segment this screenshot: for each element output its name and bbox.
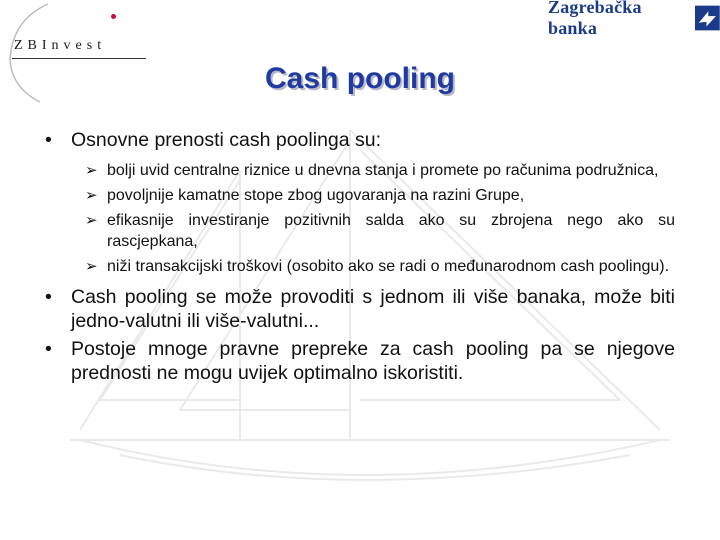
zaba-mark-icon (695, 5, 720, 31)
sub-item (85, 160, 675, 181)
bullet-text: Cash pooling se može provoditi s jednom ili više banaka, može biti jedno-valutni ili više-valutni... (71, 286, 675, 332)
bullet-item (45, 285, 675, 333)
bullet-text: Osnovne prenosti cash poolinga su: (71, 129, 382, 151)
arrow-bullet-icon: ➢ (85, 162, 98, 179)
zbinvest-logo-text: ZBInvest (14, 38, 107, 53)
bullet-marker: • (45, 286, 52, 308)
sub-item (85, 210, 675, 252)
bullet-item (45, 337, 675, 385)
sub-item-text: bolji uvid centralne riznice u dnevna stanja i promete po računima podružnica, (107, 162, 659, 179)
zbinvest-dot-icon (111, 14, 116, 19)
arrow-bullet-icon: ➢ (85, 187, 98, 204)
content-body (45, 128, 675, 389)
bullet-marker: • (45, 338, 52, 360)
bullet-item (45, 128, 675, 152)
zagrebacka-banka-logo (548, 0, 720, 38)
zagrebacka-banka-logo-text: Zagrebačka banka (548, 0, 642, 38)
sub-item (85, 256, 675, 277)
bullet-text: Postoje mnoge pravne prepreke za cash pooling pa se njegove prednosti ne mogu uvijek optimalno iskoristiti. (71, 338, 675, 384)
sub-item-text: efikasnije investiranje pozitivnih salda ako su zbrojena nego ako su rascjepkana, (107, 212, 675, 250)
sub-item-text: povoljnije kamatne stope zbog ugovaranja na razini Grupe, (107, 187, 525, 204)
slide-title: Cash pooling (265, 62, 455, 95)
sub-item-text: niži transakcijski troškovi (osobito ako se radi o međunarodnom cash poolingu). (107, 258, 670, 275)
bullet-marker: • (45, 129, 52, 151)
zbinvest-underline (12, 58, 146, 59)
arrow-bullet-icon: ➢ (85, 212, 98, 229)
sub-list (85, 160, 675, 277)
arrow-bullet-icon: ➢ (85, 258, 98, 275)
sub-item (85, 185, 675, 206)
